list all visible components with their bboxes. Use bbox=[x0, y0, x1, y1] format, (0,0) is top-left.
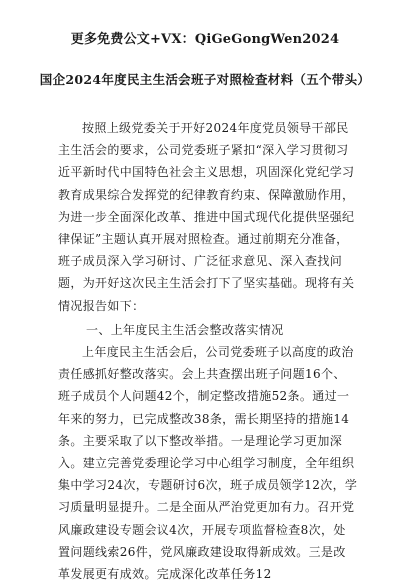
document-title: 国企2024年度民主生活会班子对照检查材料（五个带头） bbox=[39, 72, 371, 87]
section-heading: 一、上年度民主生活会整改落实情况 bbox=[86, 323, 284, 337]
section-paragraph bbox=[58, 341, 358, 585]
intro-paragraph-text: 按照上级党委关于开好2024年度党员领导干部民主生活会的要求，公司党委班子紧扣“深入学习贯彻习近平新时代中国特色社会主义思想，巩固深化党纪学习教育成果综合发挥党的纪律教育约束、保障激励作用，为进一步全面深化改革、推进中国式现代化提供坚强纪律保证”主题认真开展对照检查。通过前期充分准备，班子成员深入学习研讨、广泛征求意见、深入查找问题，为开好这次民主生活会打下了坚实基础。现将有关情况报告如下： bbox=[58, 121, 355, 313]
intro-paragraph bbox=[58, 117, 358, 317]
section-paragraph-text: 上年度民主生活会后，公司党委班子以高度的政治责任感抓好整改落实。会上共查摆出班子问题16个、班子成员个人问题42个，制定整改措施52条。通过一年来的努力，已完成整改38条，需长期坚持的措施14条。主要采取了以下整改举措。一是理论学习更加深入。建立完善党委理论学习中心组学习制度，全年组织集中学习24次，专题研讨6次，班子成员领学12次，学习质量明显提升。二是全面从严治党更加有力。召开党风廉政建设专题会议4次，开展专项监督检查8次，处置问题线索26件，党风廉政建设取得新成效。三是改革发展更有成效。完成深化改革任务12 bbox=[58, 345, 358, 582]
promo-header: 更多免费公文+VX：QiGeGongWen2024 bbox=[70, 32, 340, 47]
